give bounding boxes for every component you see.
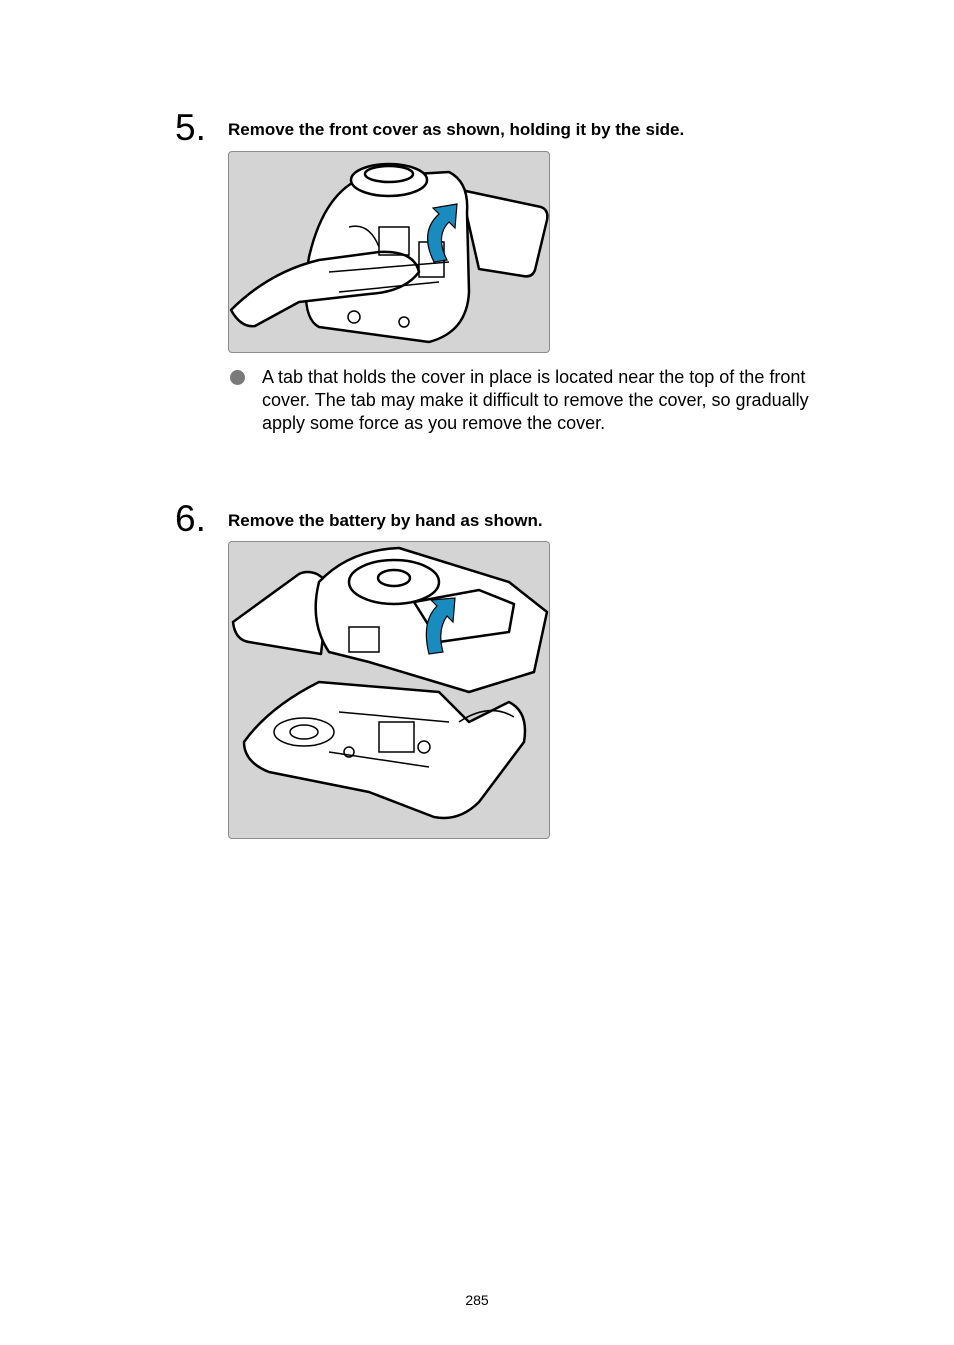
step-5-number: 5. [175, 107, 206, 148]
bullet-icon [230, 370, 245, 385]
step-5-illustration [228, 151, 550, 353]
step-5-note: A tab that holds the cover in place is located near the top of the front cover. The tab may make it difficult to remove the cover, so gradually apply some force as you remove the cover. [262, 367, 809, 433]
step-6-illustration [228, 541, 550, 839]
step-6-number: 6. [175, 498, 206, 539]
page-number: 285 [465, 1292, 489, 1308]
step-6-title: Remove the battery by hand as shown. [228, 511, 543, 530]
step-5-title: Remove the front cover as shown, holding it by the side. [228, 120, 685, 139]
